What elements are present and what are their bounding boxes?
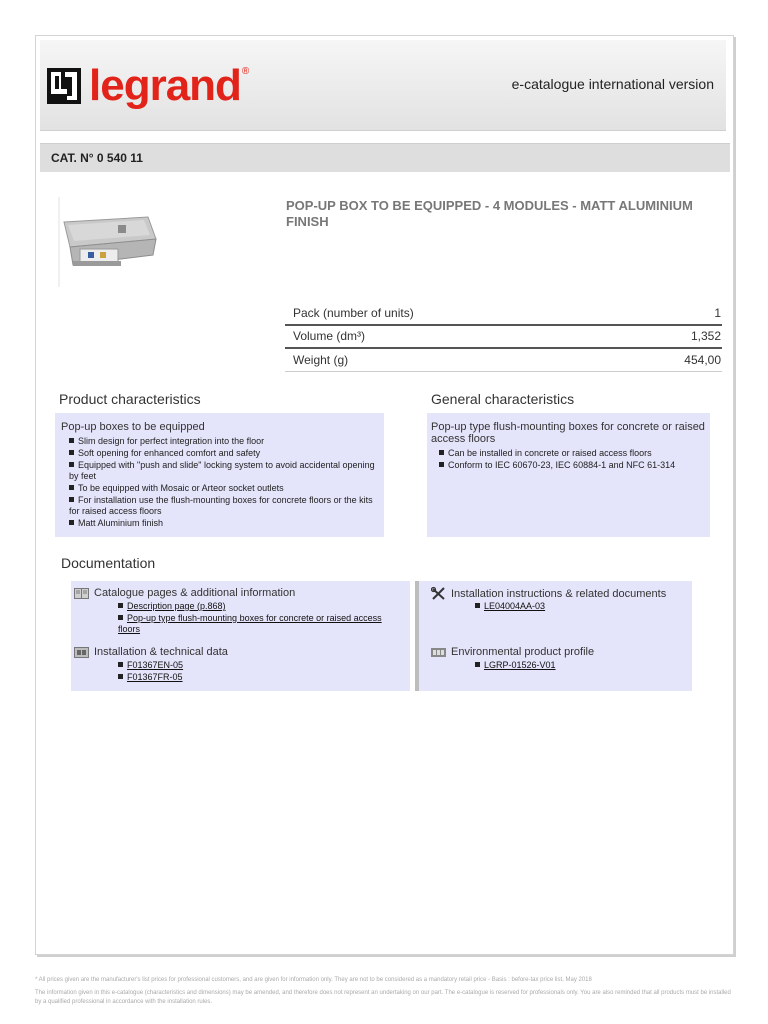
footer-legal-note: The information given in this e-catalogue (characteristics and dimensions) may be amended, and therefore does not represent an undertaking on our part. The e-catalogue is reserved for professionals only. You are also reminded that all products must be installed by a qualified professional in accordance with the installation rules. xyxy=(35,990,731,1005)
spec-row xyxy=(285,303,722,326)
catalogue-version-label: e-catalogue international version xyxy=(511,76,714,92)
spec-value: 1,352 xyxy=(690,329,721,343)
header xyxy=(40,40,726,131)
environmental-profile-section xyxy=(431,646,594,658)
spec-label: Pack (number of units) xyxy=(293,306,414,320)
description-page-link[interactable]: Description page (p.868) xyxy=(127,601,226,611)
installation-instructions-section xyxy=(431,587,666,600)
spec-row xyxy=(285,326,722,349)
catalog-number: CAT. N° 0 540 11 xyxy=(51,151,143,165)
general-characteristics-heading: General characteristics xyxy=(431,391,575,407)
installation-instructions-links xyxy=(475,601,545,613)
list-item: For installation use the flush-mounting boxes for concrete floors or the kits for raised access floors xyxy=(69,495,373,516)
product-characteristics-panel xyxy=(55,413,384,537)
list-item: Soft opening for enhanced comfort and safety xyxy=(69,448,378,459)
technical-data-section xyxy=(74,646,228,658)
technical-data-links xyxy=(118,660,183,684)
environmental-profile-link[interactable]: LGRP-01526-V01 xyxy=(484,660,556,670)
brand-wordmark: legrand xyxy=(89,61,241,110)
catalogue-pages-title: Catalogue pages & additional information xyxy=(94,587,296,599)
technical-doc-en-link[interactable]: F01367EN-05 xyxy=(127,660,184,670)
documentation-heading: Documentation xyxy=(61,555,156,571)
installation-instructions-link[interactable]: LE04004AA-03 xyxy=(484,601,546,611)
flush-mounting-boxes-link[interactable]: Pop-up type flush-mounting boxes for concrete or raised access floors xyxy=(118,613,382,634)
list-item: Can be installed in concrete or raised access floors xyxy=(439,448,706,459)
list-item: Conform to IEC 60670-23, IEC 60884-1 and NFC 61-314 xyxy=(439,460,706,471)
product-characteristics-heading: Product characteristics xyxy=(59,391,201,407)
product-image xyxy=(58,197,158,287)
general-characteristics-panel xyxy=(427,413,710,537)
general-characteristics-intro: Pop-up type flush-mounting boxes for concrete or raised access floors xyxy=(431,421,705,445)
legrand-mark-icon xyxy=(47,68,81,104)
catalogue-book-icon xyxy=(74,588,89,599)
installation-instructions-title: Installation instructions & related documents xyxy=(451,587,667,600)
list-item xyxy=(118,601,390,612)
list-item xyxy=(118,613,390,635)
list-item xyxy=(475,601,545,612)
product-title: POP-UP BOX TO BE EQUIPPED - 4 MODULES - MATT ALUMINIUM FINISH xyxy=(286,198,693,229)
footer-disclaimer xyxy=(35,976,735,1007)
general-characteristics-list xyxy=(431,448,706,471)
spec-label: Volume (dm³) xyxy=(293,329,366,343)
spec-value: 454,00 xyxy=(684,353,721,367)
environmental-profile-icon xyxy=(431,647,446,658)
tools-icon xyxy=(431,587,446,600)
technical-doc-fr-link[interactable]: F01367FR-05 xyxy=(127,672,183,682)
technical-data-title: Installation & technical data xyxy=(94,646,228,658)
environmental-profile-title: Environmental product profile xyxy=(451,646,595,658)
spec-value: 1 xyxy=(714,306,721,320)
environmental-profile-links xyxy=(475,660,556,672)
footer-price-note: * All prices given are the manufacturer's list prices for professional customers, and are given for information only. They are not to be considered as a mandatory retail price - Basis : before-tax price list, May 2018 xyxy=(35,977,592,983)
list-item xyxy=(475,660,556,671)
catalogue-pages-section xyxy=(74,587,295,599)
product-characteristics-list xyxy=(61,436,378,529)
catalog-number-bar xyxy=(40,143,730,172)
registered-mark: ® xyxy=(241,66,250,77)
list-item: Matt Aluminium finish xyxy=(69,518,378,529)
spec-table xyxy=(285,303,722,372)
list-item xyxy=(118,672,183,683)
spec-row xyxy=(285,349,722,372)
list-item xyxy=(118,660,183,671)
catalogue-links xyxy=(118,601,390,636)
documentation-divider xyxy=(415,581,419,691)
list-item: To be equipped with Mosaic or Arteor socket outlets xyxy=(69,483,378,494)
list-item: Equipped with "push and slide" locking system to avoid accidental opening by feet xyxy=(69,460,375,481)
technical-data-icon xyxy=(74,647,89,658)
product-characteristics-intro: Pop-up boxes to be equipped xyxy=(61,421,205,433)
list-item: Slim design for perfect integration into the floor xyxy=(69,436,378,447)
spec-label: Weight (g) xyxy=(293,353,349,367)
legrand-logo xyxy=(47,61,250,110)
